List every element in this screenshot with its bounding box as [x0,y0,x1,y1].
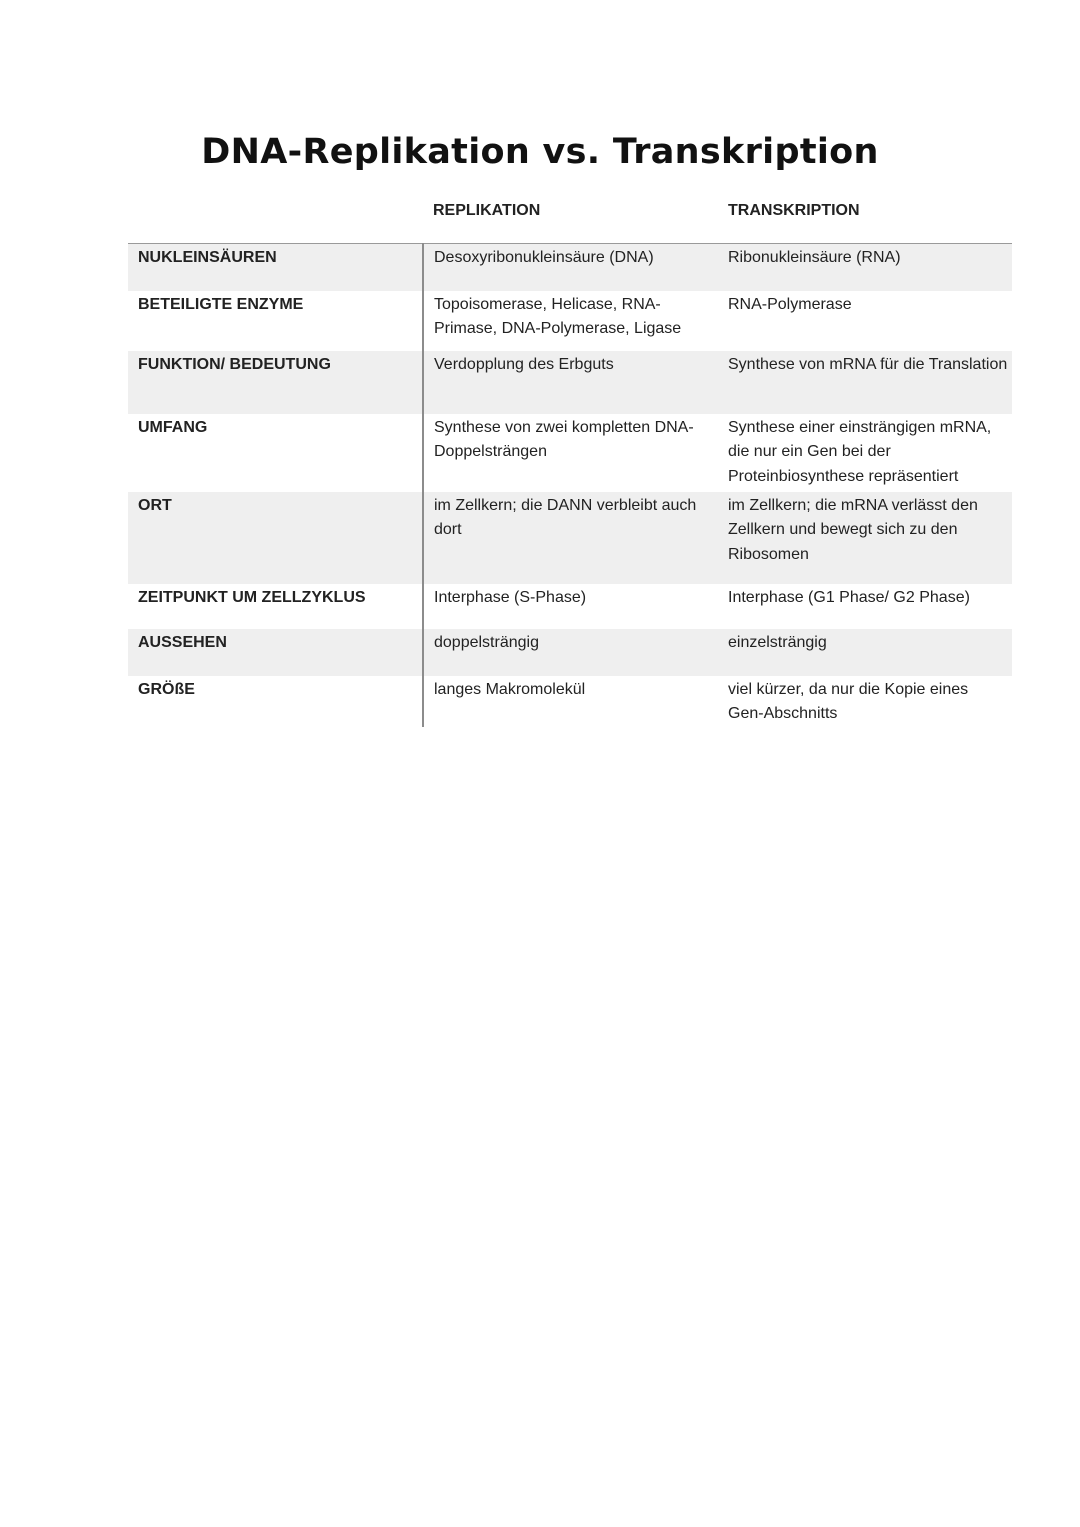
table-row-zeitpunkt [128,584,1012,629]
replication-cell: Desoxyribonukleinsäure (DNA) [423,244,718,291]
replication-cell: Synthese von zwei kompletten DNA-Doppelsträngen [434,418,694,460]
replication-cell: Verdopplung des Erbguts [423,351,718,414]
row-label: FUNKTION/ BEDEUTUNG [128,351,423,414]
row-label: GRÖßE [128,676,423,727]
page-title: DNA-Replikation vs. Transkription [201,132,879,172]
table-row-aussehen [128,629,1012,676]
transcription-cell: Interphase (G1 Phase/ G2 Phase) [728,588,970,606]
table-row-groesse [128,676,1012,727]
column-header-transcription: TRANSKRIPTION [728,202,860,219]
column-header-replication: REPLIKATION [433,202,541,219]
replication-cell: langes Makromolekül [434,680,586,698]
replication-cell: doppelsträngig [423,629,718,676]
table-row-umfang [128,414,1012,492]
replication-cell: im Zellkern; die DANN verbleibt auch dort [423,492,718,584]
row-label: NUKLEINSÄUREN [128,244,423,291]
replication-cell: Interphase (S-Phase) [434,588,587,606]
transcription-cell: viel kürzer, da nur die Kopie eines Gen-Abschnitts [728,680,969,722]
row-label: ORT [128,492,423,584]
transcription-cell: Ribonukleinsäure (RNA) [718,244,1012,291]
transcription-cell: im Zellkern; die mRNA verlässt den Zellkern und bewegt sich zu den Ribosomen [718,492,1012,584]
row-label: AUSSEHEN [128,629,423,676]
replication-cell: Topoisomerase, Helicase, RNA-Primase, DNA-Polymerase, Ligase [434,295,682,337]
row-label: ZEITPUNKT UM ZELLZYKLUS [128,584,423,629]
row-label: BETEILIGTE ENZYME [128,291,423,351]
table-row-ort [128,492,1012,584]
comparison-table [128,243,1012,727]
table-row-enzyme [128,291,1012,351]
transcription-cell: einzelsträngig [718,629,1012,676]
transcription-cell: Synthese einer einsträngigen mRNA, die nur ein Gen bei der Proteinbiosynthese repräsentiert [728,418,992,485]
transcription-cell: Synthese von mRNA für die Translation [718,351,1012,414]
table-row-nukleinsaeuren [128,244,1012,291]
transcription-cell: RNA-Polymerase [728,295,852,313]
table-row-funktion [128,351,1012,414]
row-label: UMFANG [128,414,423,492]
